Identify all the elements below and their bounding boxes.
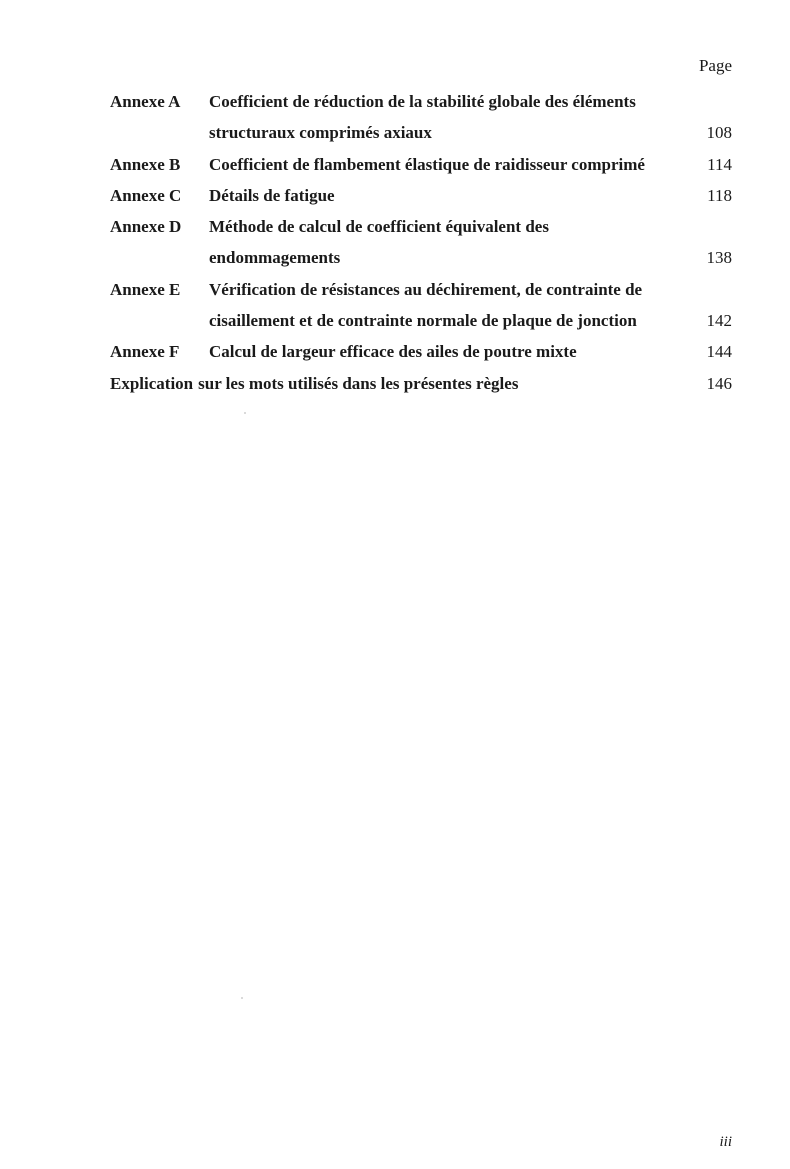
toc-entry-title: Vérification de résistances au déchirement, de contrainte de bbox=[209, 279, 643, 299]
toc-entry-title: endommagements bbox=[209, 248, 341, 268]
toc-entry-line bbox=[209, 149, 732, 180]
toc-entry-label: Annexe A bbox=[110, 92, 181, 111]
scan-speck bbox=[244, 412, 246, 414]
toc-entry-page bbox=[728, 274, 732, 305]
toc-entry-label: Annexe C bbox=[110, 185, 182, 205]
toc-entry-annexe-e[interactable] bbox=[110, 274, 732, 337]
toc-entry-title: Détails de fatigue bbox=[209, 185, 335, 205]
toc-entry-page: 114 bbox=[707, 154, 732, 174]
toc-entry-annexe-d[interactable] bbox=[110, 211, 732, 274]
toc-entry-label: Explication bbox=[110, 373, 194, 393]
scan-speck bbox=[241, 997, 243, 999]
toc-entry-body bbox=[209, 86, 732, 149]
toc-entry-page: 146 bbox=[706, 373, 732, 393]
toc-entry-body bbox=[198, 368, 732, 399]
toc-entry-annexe-c[interactable] bbox=[110, 180, 732, 211]
toc-entry-line bbox=[209, 336, 732, 367]
toc-entry-line bbox=[209, 274, 732, 305]
toc-entry-page: 138 bbox=[706, 248, 732, 268]
toc-entry-title: Méthode de calcul de coefficient équivalent des bbox=[209, 217, 549, 237]
toc-entry-title: cisaillement et de contrainte normale de plaque de jonction bbox=[209, 311, 637, 331]
toc-entry-line bbox=[198, 368, 732, 399]
toc-entry-label: Annexe E bbox=[110, 279, 181, 299]
page-column-header: Page bbox=[698, 56, 732, 75]
toc-entry-annexe-a[interactable] bbox=[110, 86, 732, 149]
table-of-contents bbox=[110, 86, 732, 399]
toc-entry-page: 144 bbox=[706, 342, 732, 362]
toc-entry-title: sur les mots utilisés dans les présentes règles bbox=[198, 373, 519, 393]
toc-entry-line bbox=[209, 180, 732, 211]
toc-entry-line bbox=[209, 305, 732, 336]
toc-entry-page: 108 bbox=[706, 123, 732, 143]
toc-entry-explication[interactable] bbox=[110, 368, 732, 399]
toc-entry-line bbox=[209, 117, 732, 148]
toc-entry-body bbox=[209, 149, 732, 180]
toc-entry-page bbox=[728, 86, 732, 117]
toc-entry-annexe-f[interactable] bbox=[110, 336, 732, 367]
toc-entry-annexe-b[interactable] bbox=[110, 149, 732, 180]
toc-entry-title: Calcul de largeur efficace des ailes de poutre mixte bbox=[209, 342, 577, 362]
toc-entry-body bbox=[209, 180, 732, 211]
toc-entry-body bbox=[209, 274, 732, 337]
toc-entry-title: Coefficient de flambement élastique de raidisseur comprimé bbox=[209, 154, 645, 174]
toc-entry-title: structuraux comprimés axiaux bbox=[209, 123, 432, 143]
toc-entry-page bbox=[728, 211, 732, 242]
toc-entry-line bbox=[209, 86, 732, 117]
toc-entry-line bbox=[209, 242, 732, 273]
toc-entry-body bbox=[209, 336, 732, 367]
toc-entry-page: 118 bbox=[707, 185, 732, 205]
toc-entry-page: 142 bbox=[706, 311, 732, 331]
toc-entry-label: Annexe F bbox=[110, 342, 180, 362]
toc-entry-line bbox=[209, 211, 732, 242]
toc-entry-body bbox=[209, 211, 732, 274]
toc-entry-title: Coefficient de réduction de la stabilité globale des éléments bbox=[209, 92, 636, 111]
toc-entry-label: Annexe D bbox=[110, 217, 182, 237]
toc-entry-label: Annexe B bbox=[110, 154, 181, 174]
page-folio: iii bbox=[719, 1134, 732, 1150]
